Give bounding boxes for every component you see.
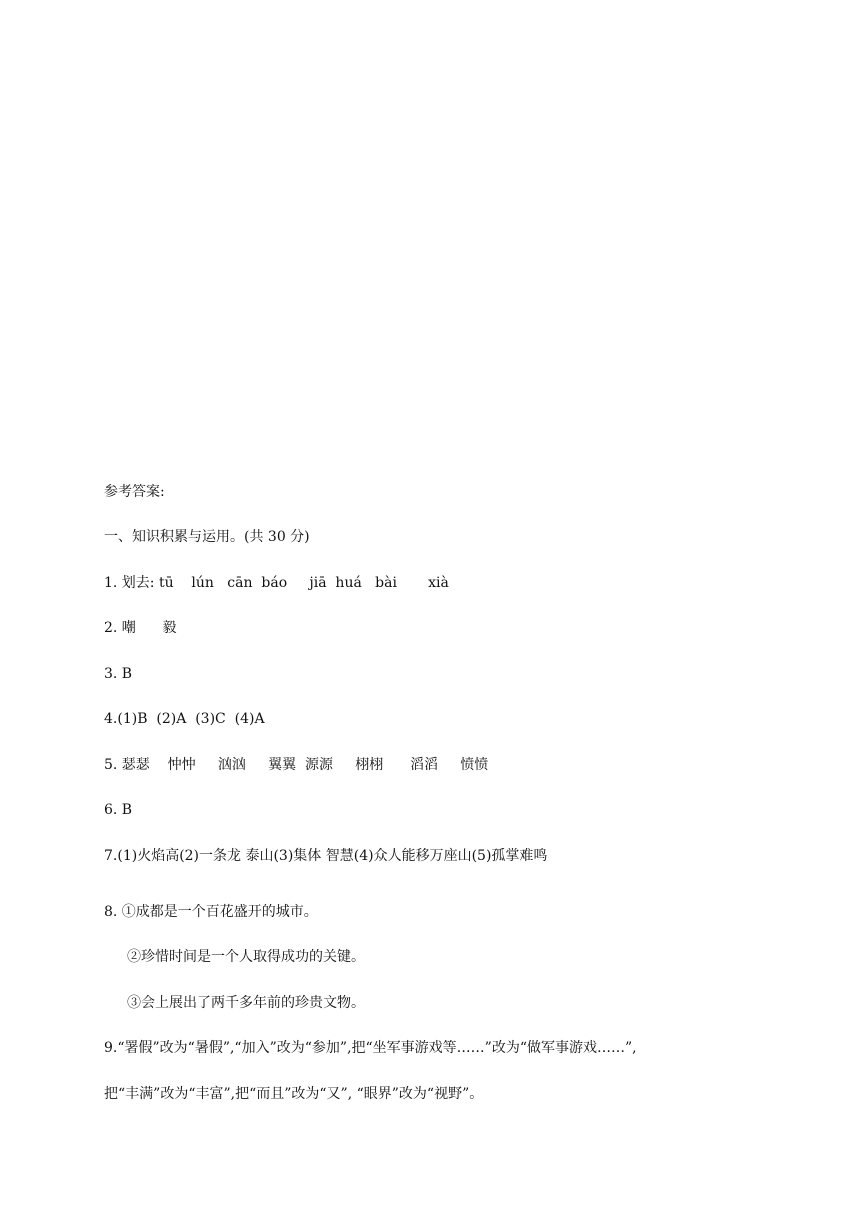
answer-9-line-1: 9.“署假”改为“暑假”,“加入”改为“参加”,把“坐军事游戏等……”改为“做军事游戏……”,	[104, 1040, 637, 1056]
answer-4: 4.(1)B (2)A (3)C (4)A	[104, 711, 265, 727]
answer-6: 6. B	[104, 802, 133, 818]
answer-key-heading: 参考答案:	[104, 484, 165, 500]
answer-8-item-3: ③会上展出了两千多年前的珍贵文物。	[127, 995, 365, 1011]
answer-2: 2. 嘲 毅	[104, 620, 177, 636]
answer-8-item-1: 8. ①成都是一个百花盛开的城市。	[104, 904, 318, 920]
answer-7: 7.(1)火焰高(2)一条龙 泰山(3)集体 智慧(4)众人能移万座山(5)孤掌难鸣	[104, 848, 548, 864]
section-one-title: 一、知识积累与运用。(共 30 分)	[104, 529, 310, 545]
answer-9-line-2: 把“丰满”改为“丰富”,把“而且”改为“又”, “眼界”改为“视野”。	[104, 1086, 484, 1102]
answer-8-item-2: ②珍惜时间是一个人取得成功的关键。	[127, 949, 365, 965]
answer-1: 1. 划去: tū lún cān báo jiā huá bài xià	[104, 575, 449, 591]
answer-3: 3. B	[104, 666, 133, 682]
answer-5: 5. 瑟瑟 忡忡 汹汹 翼翼 源源 栩栩 滔滔 愤愤	[104, 757, 489, 773]
